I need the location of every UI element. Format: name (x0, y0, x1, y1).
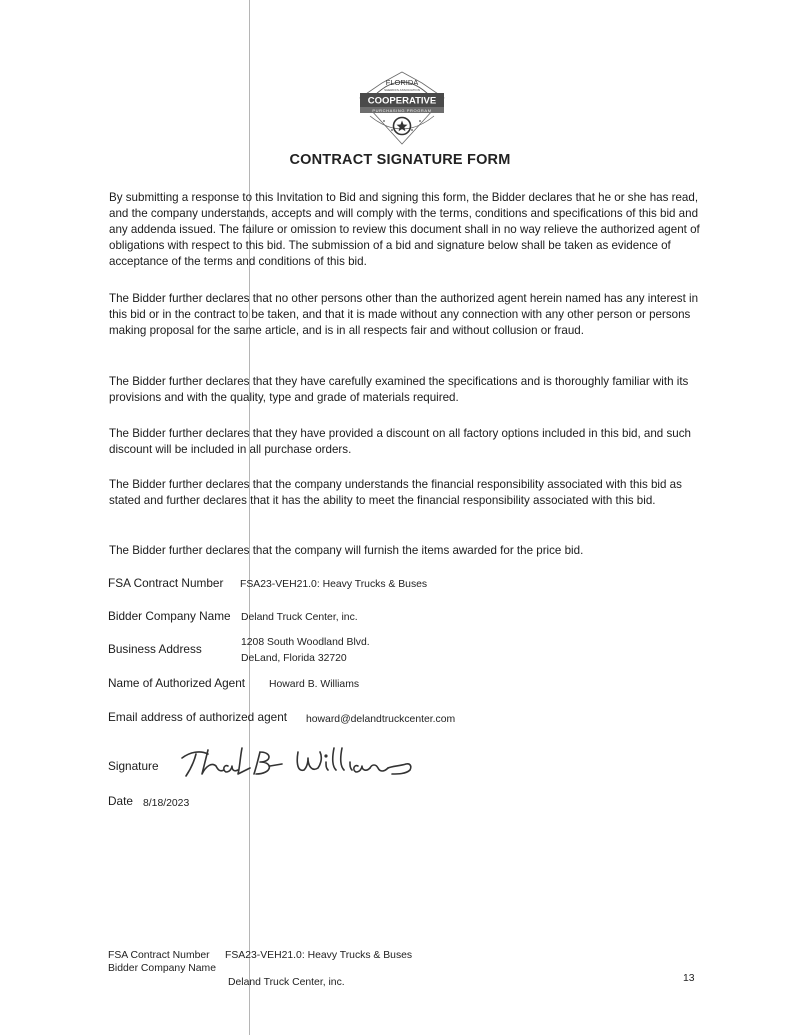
agent-email-label: Email address of authorized agent (108, 710, 288, 724)
declaration-paragraph: The Bidder further declares that the company will furnish the items awarded for the price bid. (109, 544, 584, 557)
date-label: Date (108, 794, 133, 808)
footer-company-value: Deland Truck Center, inc. (228, 977, 345, 988)
date-value: 8/18/2023 (143, 798, 190, 809)
address-line-1: 1208 South Woodland Blvd. (241, 637, 370, 648)
footer-contract-value: FSA23-VEH21.0: Heavy Trucks & Buses (225, 950, 413, 961)
logo-banner-text: COOPERATIVE (367, 95, 437, 107)
handwritten-signature (178, 744, 428, 784)
page-number: 13 (683, 973, 695, 984)
company-name-label: Bidder Company Name (108, 609, 231, 623)
declaration-paragraph: By submitting a response to this Invitation to Bid and signing this form, the Bidder declares that he or she has read, and the company understands, accepts and will comply with the terms, conditions and specifications of this bid and any addenda issued. The failure or omission to review this document shall in no way relieve the authorized agent of obligations with respect to this bid. The submission of a bid and signature below shall be taken as evidence of acceptance of the terms and conditions of this bid. (109, 191, 700, 268)
contract-number-label: FSA Contract Number (108, 576, 224, 590)
fsa-cooperative-logo (354, 70, 450, 146)
address-line-2: DeLand, Florida 32720 (241, 653, 347, 663)
logo-sub-text: SHERIFFS ASSOCIATION (384, 88, 420, 92)
declaration-paragraph: The Bidder further declares that the company understands the financial responsibility associated with this bid as stated and further declares that it has the ability to meet the financial responsibility associated with this bid. (109, 478, 682, 507)
authorized-agent-label: Name of Authorized Agent (108, 676, 246, 690)
agent-email-value: howard@delandtruckcenter.com (306, 714, 456, 725)
declaration-paragraph: The Bidder further declares that no other persons other than the authorized agent herein named has any interest in this bid or in the contract to be taken, and that it is made without any connection with any other person or persons making proposal for the same article, and is in all respects fair and without collusion or fraud. (109, 292, 699, 337)
declaration-paragraph: The Bidder further declares that they have carefully examined the specifications and is thoroughly familiar with its provisions and with the quality, type and grade of materials required. (109, 375, 689, 404)
logo-top-text: FLORIDA (385, 78, 419, 87)
signature-label: Signature (108, 759, 159, 773)
business-address-label: Business Address (108, 642, 202, 656)
footer-company-label: Bidder Company Name (108, 963, 216, 974)
form-title: CONTRACT SIGNATURE FORM (289, 152, 511, 168)
declaration-paragraph: The Bidder further declares that they have provided a discount on all factory options included in this bid, and such discount will be included in all purchase orders. (109, 427, 691, 456)
logo-program-text: PURCHASING PROGRAM (372, 107, 432, 113)
contract-number-value: FSA23-VEH21.0: Heavy Trucks & Buses (240, 579, 428, 590)
authorized-agent-value: Howard B. Williams (269, 679, 360, 690)
footer-contract-label: FSA Contract Number (108, 950, 210, 961)
company-name-value: Deland Truck Center, inc. (241, 612, 358, 623)
